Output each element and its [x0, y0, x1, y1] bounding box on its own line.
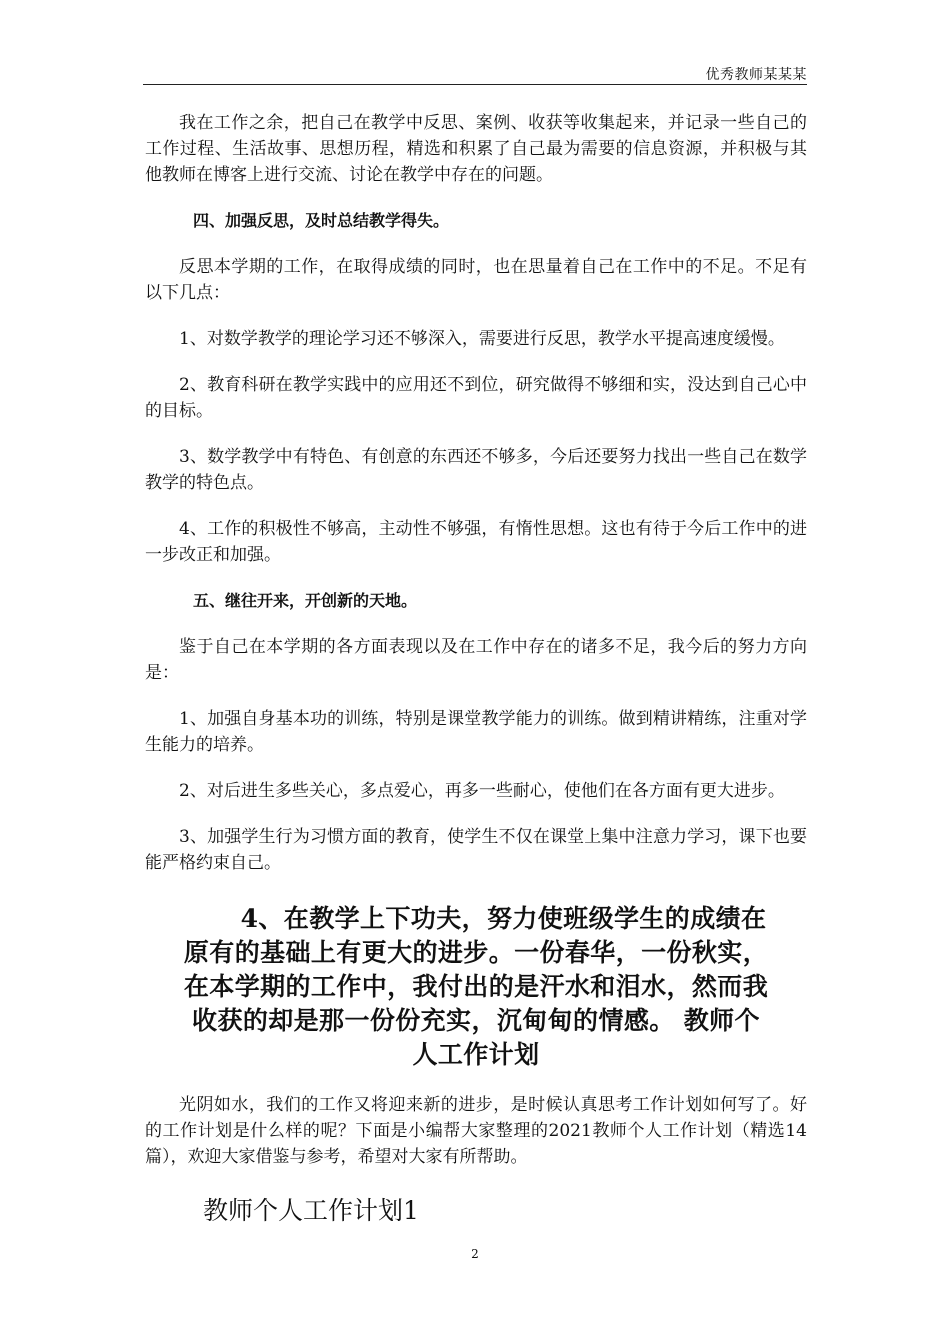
list-item: 2、对后进生多些关心，多点爱心，再多一些耐心，使他们在各方面有更大进步。 — [179, 781, 785, 801]
list-item: 4、工作的积极性不够高，主动性不够强，有惰性思想。这也有待于今后工作中的进一步改正和加强。 — [145, 519, 807, 565]
list-item: 1、加强自身基本功的训练，特别是课堂教学能力的训练。做到精讲精练，注重对学生能力的培养。 — [145, 709, 807, 755]
section-heading-5: 五、继往开来，开创新的天地。 — [193, 591, 418, 610]
large-heading-line: 在本学期的工作中，我付出的是汗水和泪水，然而我 — [183, 972, 769, 1001]
heading-plan-1: 教师个人工作计划1 — [203, 1196, 419, 1225]
large-heading-line: 4、在教学上下功夫，努力使班级学生的成绩在 — [240, 904, 767, 933]
page-header: 优秀教师某某某 — [705, 67, 807, 83]
large-heading-line: 人工作计划 — [412, 1040, 540, 1069]
paragraph-reflection-collection: 我在工作之余，把自己在教学中反思、案例、收获等收集起来，并记录一些自己的工作过程、生活故事、思想历程，精选和积累了自己最为需要的信息资源，并积极与其他教师在博客上进行交流、讨论在教学中存在的问题。 — [145, 113, 807, 185]
list-item: 1、对数学教学的理论学习还不够深入，需要进行反思，教学水平提高速度缓慢。 — [179, 329, 785, 349]
large-heading-line: 收获的却是那一份份充实，沉甸甸的情感。 教师个 — [192, 1006, 760, 1035]
document-body — [145, 110, 807, 1228]
paragraph-reflection-intro: 反思本学期的工作，在取得成绩的同时，也在思量着自己在工作中的不足。不足有以下几点： — [145, 257, 807, 303]
large-heading-paragraph — [145, 902, 807, 1072]
header-rule — [143, 84, 807, 85]
page-number: 2 — [471, 1247, 479, 1261]
paragraph-intro: 光阴如水，我们的工作又将迎来新的进步，是时候认真思考工作计划如何写了。好的工作计划是什么样的呢？下面是小编帮大家整理的2021教师个人工作计划（精选14篇），欢迎大家借鉴与参考，希望对大家有所帮助。 — [145, 1095, 807, 1167]
large-heading-line: 原有的基础上有更大的进步。一份春华，一份秋实， — [183, 938, 769, 967]
list-item: 3、数学教学中有特色、有创意的东西还不够多，今后还要努力找出一些自己在数学教学的特色点。 — [145, 447, 807, 493]
paragraph-future-direction: 鉴于自己在本学期的各方面表现以及在工作中存在的诸多不足，我今后的努力方向是： — [145, 637, 807, 683]
list-item: 2、教育科研在教学实践中的应用还不到位，研究做得不够细和实，没达到自己心中的目标。 — [145, 375, 807, 421]
section-heading-4: 四、加强反思，及时总结教学得失。 — [193, 211, 450, 230]
list-item: 3、加强学生行为习惯方面的教育，使学生不仅在课堂上集中注意力学习，课下也要能严格约束自己。 — [145, 827, 807, 873]
